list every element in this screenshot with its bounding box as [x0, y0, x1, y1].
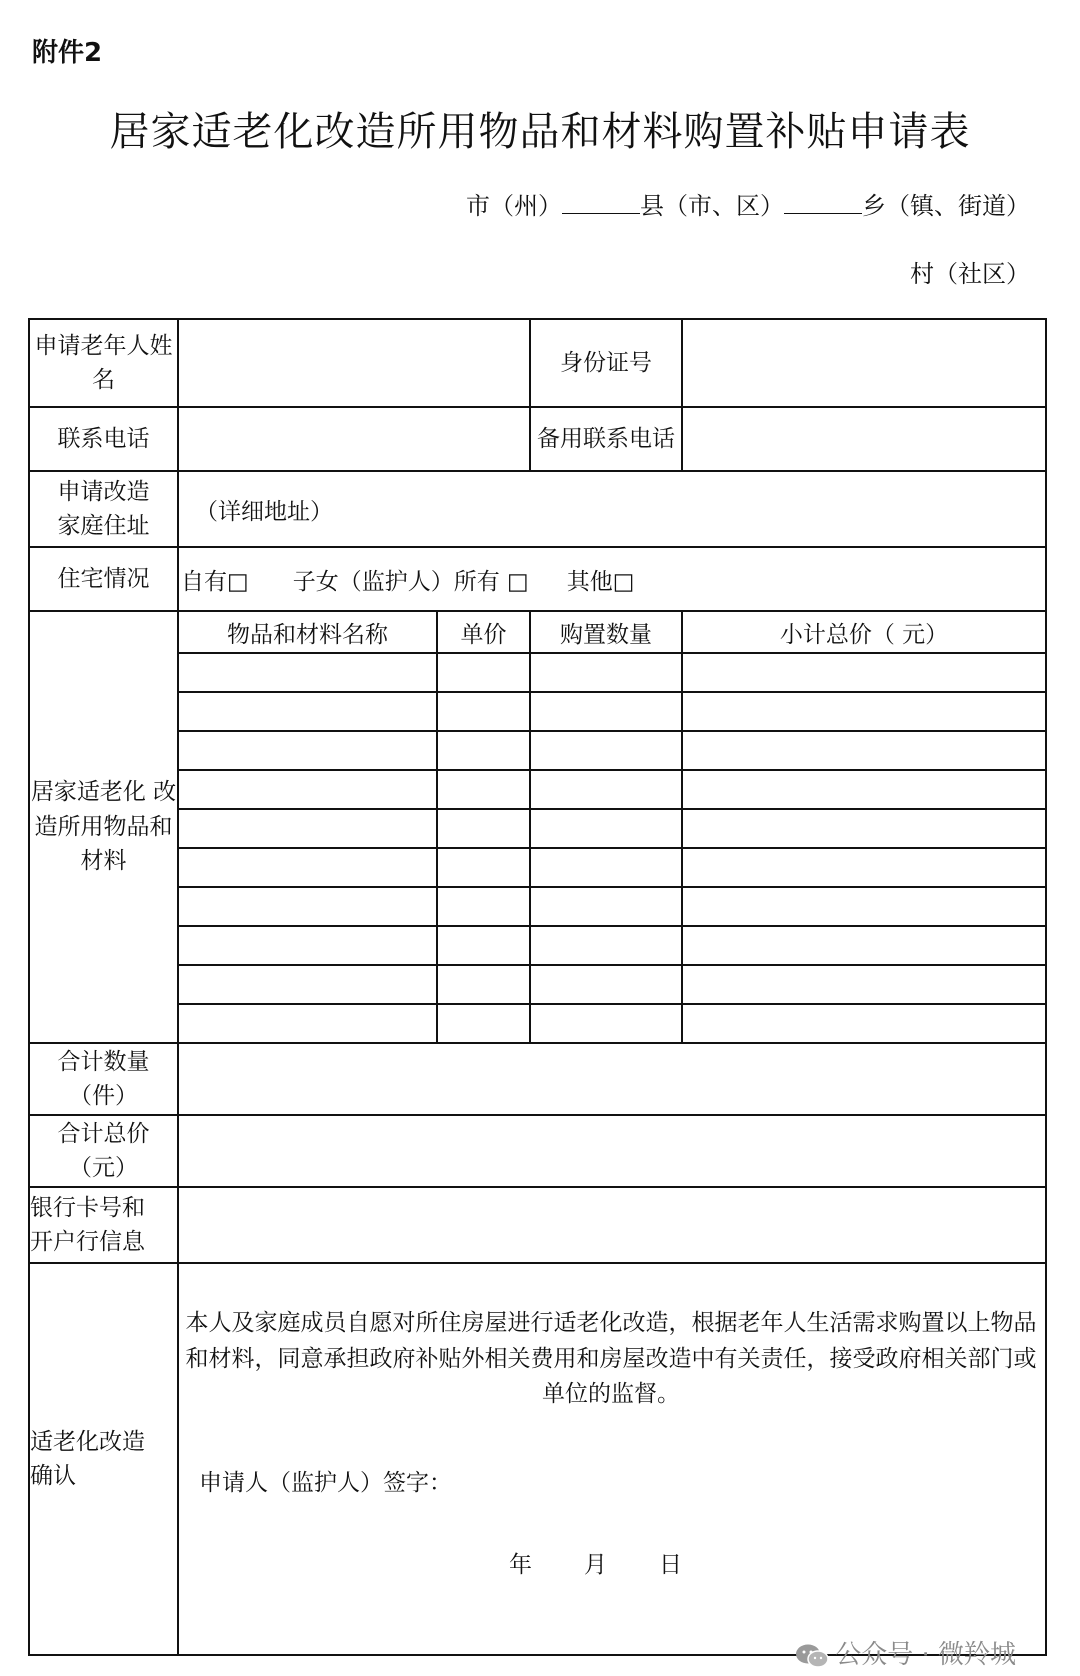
housing-option-own[interactable]: 自有□ — [181, 568, 249, 595]
total-price-label: 合计总价（元） — [29, 1115, 178, 1187]
item-qty-cell[interactable] — [530, 731, 682, 770]
wechat-icon — [795, 1643, 829, 1669]
item-qty-cell[interactable] — [530, 692, 682, 731]
item-price-cell[interactable] — [437, 653, 530, 692]
item-qty-cell[interactable] — [530, 926, 682, 965]
application-form — [28, 318, 1047, 1656]
confirm-label: 适老化改造确认 — [29, 1263, 178, 1655]
header-unit-price: 单价 — [437, 611, 530, 653]
item-qty-cell[interactable] — [530, 965, 682, 1004]
applicant-name-field[interactable] — [178, 319, 530, 407]
item-price-cell[interactable] — [437, 926, 530, 965]
item-row — [29, 887, 1046, 926]
header-quantity: 购置数量 — [530, 611, 682, 653]
county-blank[interactable] — [562, 193, 640, 214]
item-name-cell[interactable] — [178, 965, 437, 1004]
item-subtotal-cell[interactable] — [682, 770, 1046, 809]
item-qty-cell[interactable] — [530, 809, 682, 848]
item-subtotal-cell[interactable] — [682, 809, 1046, 848]
watermark-text: 公众号 · 微羚城 — [835, 1640, 1016, 1670]
day-label: 日 — [659, 1552, 682, 1578]
item-name-cell[interactable] — [178, 770, 437, 809]
item-row — [29, 653, 1046, 692]
item-name-cell[interactable] — [178, 653, 437, 692]
item-name-cell[interactable] — [178, 887, 437, 926]
signature-label: 申请人（监护人）签字： — [199, 1470, 452, 1496]
item-subtotal-cell[interactable] — [682, 926, 1046, 965]
phone-label: 联系电话 — [29, 407, 178, 471]
date-line — [509, 1546, 734, 1579]
item-price-cell[interactable] — [437, 848, 530, 887]
item-price-cell[interactable] — [437, 731, 530, 770]
item-subtotal-cell[interactable] — [682, 653, 1046, 692]
item-price-cell[interactable] — [437, 887, 530, 926]
item-price-cell[interactable] — [437, 965, 530, 1004]
total-quantity-label: 合计数量（件） — [29, 1043, 178, 1115]
declaration-text: 本人及家庭成员自愿对所住房屋进行适老化改造，根据老年人生活需求购置以上物品和材料，同意承担政府补贴外相关费用和房屋改造中有关责任，接受政府相关部门或单位的监督。 — [185, 1310, 1037, 1408]
item-qty-cell[interactable] — [530, 887, 682, 926]
attachment-label: 附件2 — [32, 38, 103, 68]
address-field[interactable] — [178, 471, 1046, 547]
phone-field[interactable] — [178, 407, 530, 471]
header-subtotal: 小计总价（ 元） — [682, 611, 1046, 653]
item-price-cell[interactable] — [437, 692, 530, 731]
item-subtotal-cell[interactable] — [682, 965, 1046, 1004]
item-name-cell[interactable] — [178, 809, 437, 848]
item-subtotal-cell[interactable] — [682, 887, 1046, 926]
header-item-name: 物品和材料名称 — [178, 611, 437, 653]
id-number-label: 身份证号 — [530, 319, 682, 407]
item-row — [29, 809, 1046, 848]
item-subtotal-cell[interactable] — [682, 692, 1046, 731]
total-price-field[interactable] — [178, 1115, 1046, 1187]
location-line — [466, 186, 1030, 221]
item-qty-cell[interactable] — [530, 653, 682, 692]
item-name-cell[interactable] — [178, 848, 437, 887]
id-number-field[interactable] — [682, 319, 1046, 407]
housing-option-other[interactable]: 其他□ — [566, 568, 635, 595]
county-label: 县（市、区） — [640, 192, 784, 220]
village-label: 村（社区） — [910, 260, 1030, 288]
item-name-cell[interactable] — [178, 731, 437, 770]
item-price-cell[interactable] — [437, 770, 530, 809]
housing-label: 住宅情况 — [29, 547, 178, 611]
item-row — [29, 965, 1046, 1004]
item-row — [29, 926, 1046, 965]
item-subtotal-cell[interactable] — [682, 848, 1046, 887]
bank-info-field[interactable] — [178, 1187, 1046, 1263]
backup-phone-label: 备用联系电话 — [530, 407, 682, 471]
address-label: 申请改造家庭住址 — [29, 471, 178, 547]
town-blank[interactable] — [784, 193, 862, 214]
housing-options — [178, 547, 1046, 611]
town-label: 乡（镇、街道） — [862, 192, 1030, 220]
applicant-name-label: 申请老年人姓名 — [29, 319, 178, 407]
watermark — [795, 1634, 1016, 1671]
form-title: 居家适老化改造所用物品和材料购置补贴申请表 — [109, 109, 971, 155]
year-label: 年 — [509, 1552, 532, 1578]
item-subtotal-cell[interactable] — [682, 1004, 1046, 1043]
item-subtotal-cell[interactable] — [682, 731, 1046, 770]
item-name-cell[interactable] — [178, 1004, 437, 1043]
address-hint: （详细地址） — [195, 498, 333, 525]
item-qty-cell[interactable] — [530, 770, 682, 809]
item-row — [29, 848, 1046, 887]
bank-info-label: 银行卡号和开户行信息 — [29, 1187, 178, 1263]
items-section-label: 居家适老化 改造所用物品和材料 — [29, 611, 178, 1043]
confirm-cell — [178, 1263, 1046, 1655]
housing-option-children[interactable]: 子女（监护人）所有 □ — [292, 568, 529, 595]
month-label: 月 — [584, 1552, 607, 1578]
city-label: 市（州） — [466, 192, 562, 220]
item-row — [29, 731, 1046, 770]
item-name-cell[interactable] — [178, 926, 437, 965]
total-quantity-field[interactable] — [178, 1043, 1046, 1115]
item-qty-cell[interactable] — [530, 848, 682, 887]
item-name-cell[interactable] — [178, 692, 437, 731]
backup-phone-field[interactable] — [682, 407, 1046, 471]
item-price-cell[interactable] — [437, 1004, 530, 1043]
item-qty-cell[interactable] — [530, 1004, 682, 1043]
item-price-cell[interactable] — [437, 809, 530, 848]
item-row — [29, 1004, 1046, 1043]
item-row — [29, 692, 1046, 731]
item-row — [29, 770, 1046, 809]
